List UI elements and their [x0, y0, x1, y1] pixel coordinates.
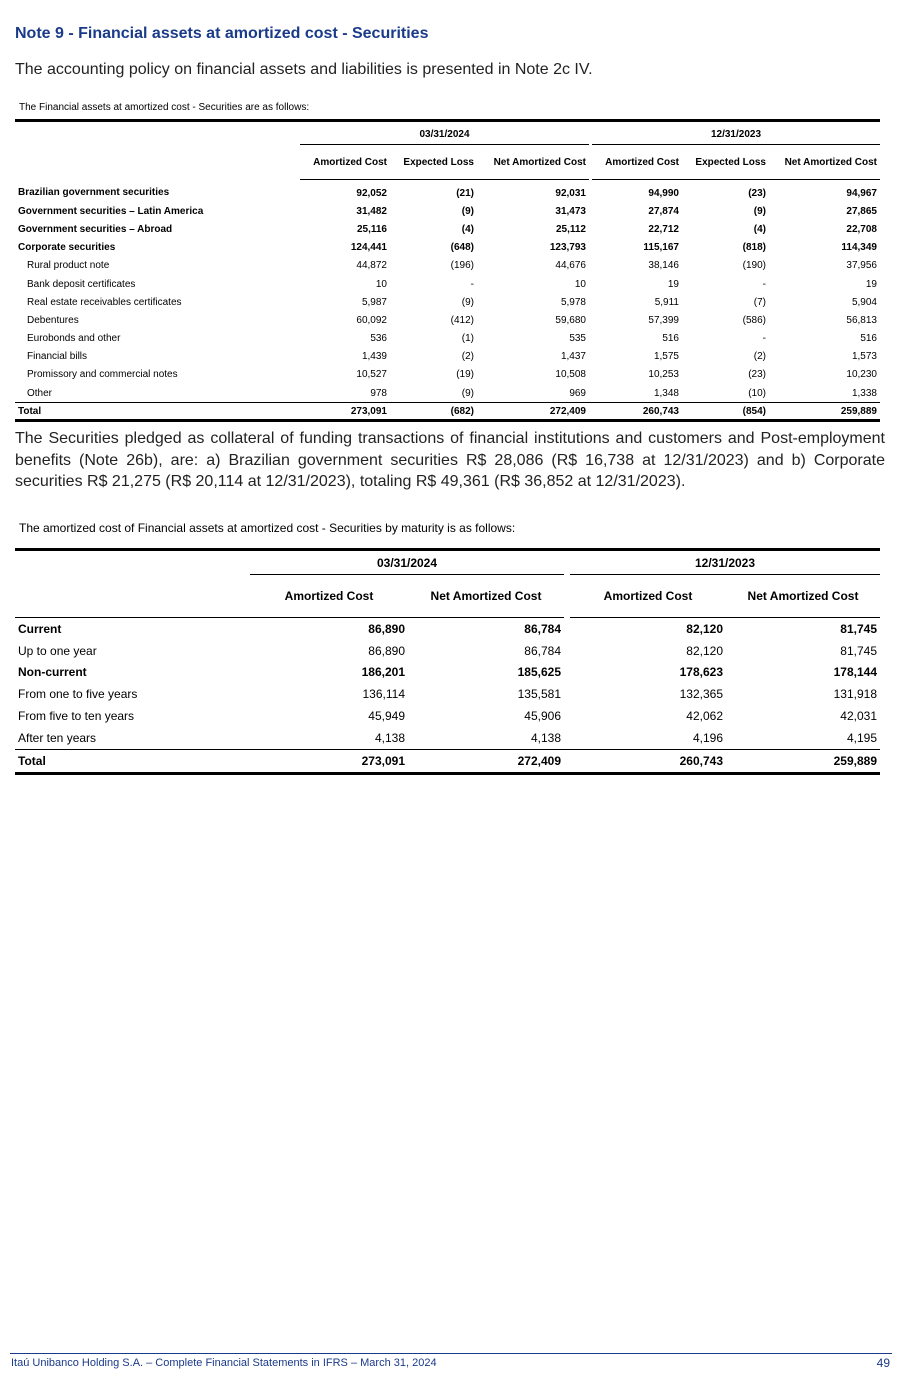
table-cell: 82,120 [686, 621, 723, 636]
table-cell: 131,918 [833, 687, 877, 702]
row-label: Corporate securities [18, 242, 116, 254]
table2-caption: The amortized cost of Financial assets at amortized cost - Securities by maturity is as follows: [19, 521, 516, 535]
table-row [15, 683, 880, 705]
table-cell: 45,949 [368, 709, 405, 724]
column-header: Amortized Cost [592, 145, 682, 180]
table-cell: 10,230 [846, 369, 877, 381]
table-cell: (190) [742, 260, 766, 272]
period-header: 03/31/2024 [300, 124, 589, 145]
column-header: Amortized Cost [570, 575, 726, 618]
table-cell: 82,120 [686, 643, 723, 658]
column-header: Net Amortized Cost [769, 145, 880, 180]
table-cell: 136,114 [362, 687, 405, 702]
row-label: Bank deposit certificates [27, 278, 136, 290]
row-label: Promissory and commercial notes [27, 369, 178, 381]
table-cell: - [762, 333, 766, 345]
table1-caption: The Financial assets at amortized cost - Securities are as follows: [19, 102, 310, 113]
table-row [15, 348, 880, 366]
table-cell: 114,349 [841, 242, 877, 254]
table-row [15, 239, 880, 257]
table-cell: (682) [390, 403, 477, 421]
table-cell: (10) [748, 387, 766, 399]
period-header: 12/31/2023 [570, 551, 880, 575]
column-header: Amortized Cost [250, 575, 408, 618]
table-cell: 45,906 [524, 709, 561, 724]
table-cell: 92,052 [356, 187, 387, 199]
table-cell: 81,745 [840, 621, 877, 636]
table-row [15, 275, 880, 293]
row-label: Financial bills [27, 351, 88, 363]
table-cell: 5,904 [851, 296, 877, 308]
table-cell: 42,062 [686, 709, 723, 724]
row-label: Non-current [18, 665, 87, 680]
column-header: Net Amortized Cost [726, 575, 880, 618]
table-cell: 535 [569, 333, 586, 345]
table-cell: 5,911 [654, 296, 679, 308]
row-label: Other [27, 387, 53, 399]
intro-text: The accounting policy on financial assets and liabilities is presented in Note 2c IV. [15, 61, 593, 78]
table-cell: 27,874 [648, 205, 679, 217]
table-cell: (7) [753, 296, 766, 308]
table-cell: (9) [461, 387, 474, 399]
table-cell: 10,253 [648, 369, 679, 381]
table-cell: 44,872 [356, 260, 387, 272]
table-cell: (23) [748, 369, 766, 381]
table-cell: 115,167 [643, 242, 679, 254]
securities-table [15, 119, 880, 422]
table-cell: 123,793 [549, 242, 586, 254]
table-row [15, 727, 880, 749]
table-row [15, 618, 880, 640]
table-cell: 94,967 [846, 187, 877, 199]
table-cell: 273,091 [300, 403, 390, 421]
table-cell: 1,439 [361, 351, 387, 363]
table-cell: (19) [456, 369, 474, 381]
row-label: Total [15, 749, 250, 773]
pledged-securities-paragraph: The Securities pledged as collateral of funding transactions of financial institutions and customers and Post-employment benefits (Note 26b), are: a) Brazilian government securities R$ 28,086 (R$ 16,738 at 12/31/2023) and b) Corporate securities R$ 21,275 (R$ 20,114 at 12/31/2023), totaling R$ 49,361 (R$ 36,852 at 12/31/2023). [15, 430, 885, 490]
table-row [15, 640, 880, 662]
table-cell: 978 [370, 387, 387, 399]
table-cell: 86,784 [524, 621, 561, 636]
table-cell: 27,865 [846, 205, 877, 217]
table-cell: 260,743 [592, 403, 682, 421]
table-cell: 259,889 [769, 403, 880, 421]
table-row [15, 202, 880, 220]
column-header: Net Amortized Cost [408, 575, 564, 618]
period-header: 12/31/2023 [592, 124, 880, 145]
table-cell: (23) [748, 187, 766, 199]
footer-text: Itaú Unibanco Holding S.A. – Complete Financial Statements in IFRS – March 31, 2024 [11, 1357, 437, 1369]
table-row [15, 330, 880, 348]
table-cell: (9) [461, 205, 474, 217]
table-cell: 57,399 [648, 314, 679, 326]
table-cell: 259,889 [726, 749, 880, 773]
table-cell: 37,956 [846, 260, 877, 272]
table-cell: 1,348 [653, 387, 679, 399]
table-row [15, 180, 880, 203]
table-cell: 4,196 [692, 730, 723, 745]
table-cell: (4) [461, 223, 474, 235]
table-cell: 272,409 [477, 403, 589, 421]
table-cell: 4,138 [374, 730, 405, 745]
table-cell: (1) [461, 333, 474, 345]
row-label: From five to ten years [18, 709, 135, 724]
table-cell: 44,676 [555, 260, 586, 272]
table-cell: (854) [682, 403, 769, 421]
period-header: 03/31/2024 [250, 551, 564, 575]
column-header: Amortized Cost [300, 145, 390, 180]
table-cell: - [470, 278, 474, 290]
table-cell: (196) [450, 260, 474, 272]
table-row [15, 403, 880, 421]
table-cell: 516 [860, 333, 877, 345]
table-row [15, 384, 880, 403]
table-cell: 31,482 [356, 205, 387, 217]
table-cell: (412) [450, 314, 474, 326]
table-cell: 10 [375, 278, 387, 290]
table-row [15, 705, 880, 727]
row-label: Brazilian government securities [18, 187, 170, 199]
table-cell: 22,712 [648, 223, 679, 235]
table-cell: 38,146 [648, 260, 679, 272]
table-cell: 1,338 [851, 387, 877, 399]
table-row [15, 257, 880, 275]
row-label: After ten years [18, 730, 97, 745]
table-cell: 516 [662, 333, 679, 345]
table-cell: 19 [667, 278, 679, 290]
table-cell: 5,978 [560, 296, 586, 308]
table-row [15, 749, 880, 773]
table-cell: 185,625 [517, 665, 561, 680]
column-header: Expected Loss [682, 145, 769, 180]
table-cell: 124,441 [350, 242, 387, 254]
column-header: Net Amortized Cost [477, 145, 589, 180]
table-cell: 1,575 [653, 351, 679, 363]
table-cell: 60,092 [356, 314, 387, 326]
table-cell: 260,743 [570, 749, 726, 773]
table-cell: 31,473 [555, 205, 586, 217]
table-cell: 178,623 [679, 665, 723, 680]
table-cell: 1,573 [851, 351, 877, 363]
row-label: Total [15, 403, 300, 421]
row-label: Rural product note [27, 260, 110, 272]
table-cell: 4,195 [846, 730, 877, 745]
table-cell: 135,581 [517, 687, 561, 702]
table-cell: 19 [865, 278, 877, 290]
table-cell: 1,437 [560, 351, 586, 363]
table-cell: (586) [742, 314, 766, 326]
table-cell: (4) [753, 223, 766, 235]
table-cell: 86,784 [524, 643, 561, 658]
table-cell: (2) [753, 351, 766, 363]
footer-divider [10, 1353, 892, 1354]
maturity-table [15, 548, 880, 775]
table-cell: 25,112 [555, 223, 586, 235]
column-header: Expected Loss [390, 145, 477, 180]
table-cell: 56,813 [846, 314, 877, 326]
row-label: Government securities – Latin America [18, 205, 204, 217]
table-cell: (818) [742, 242, 766, 254]
table-cell: 94,990 [648, 187, 679, 199]
table-cell: (648) [450, 242, 474, 254]
page-number: 49 [876, 1356, 890, 1370]
row-label: Real estate receivables certificates [27, 296, 182, 308]
row-label: Debentures [27, 314, 79, 326]
page-title: Note 9 - Financial assets at amortized cost - Securities [15, 25, 429, 42]
table-cell: 10 [574, 278, 586, 290]
table-cell: (21) [456, 187, 474, 199]
row-label: Eurobonds and other [27, 333, 121, 345]
table-cell: 4,138 [530, 730, 561, 745]
table-cell: 59,680 [555, 314, 586, 326]
table-cell: (9) [753, 205, 766, 217]
table-cell: 969 [569, 387, 586, 399]
table-cell: 10,527 [356, 369, 387, 381]
row-label: Up to one year [18, 643, 97, 658]
table-row [15, 366, 880, 384]
table-cell: 86,890 [368, 643, 405, 658]
table-cell: - [762, 278, 766, 290]
table-cell: 272,409 [408, 749, 564, 773]
table-cell: 186,201 [361, 665, 405, 680]
table-cell: 10,508 [555, 369, 586, 381]
table-row [15, 311, 880, 329]
table-cell: 92,031 [555, 187, 586, 199]
table-cell: 22,708 [846, 223, 877, 235]
row-label: Government securities – Abroad [18, 223, 173, 235]
table-cell: 536 [370, 333, 387, 345]
table-cell: 273,091 [250, 749, 408, 773]
table-cell: 86,890 [368, 621, 405, 636]
table-cell: 178,144 [833, 665, 877, 680]
table-row [15, 220, 880, 238]
table-cell: (9) [461, 296, 474, 308]
table-cell: 5,987 [361, 296, 387, 308]
row-label: From one to five years [18, 687, 138, 702]
table-cell: (2) [461, 351, 474, 363]
table-row [15, 662, 880, 684]
table-cell: 25,116 [356, 223, 387, 235]
table-cell: 42,031 [840, 709, 877, 724]
table-cell: 81,745 [840, 643, 877, 658]
table-row [15, 293, 880, 311]
row-label: Current [18, 621, 62, 636]
table-cell: 132,365 [679, 687, 723, 702]
